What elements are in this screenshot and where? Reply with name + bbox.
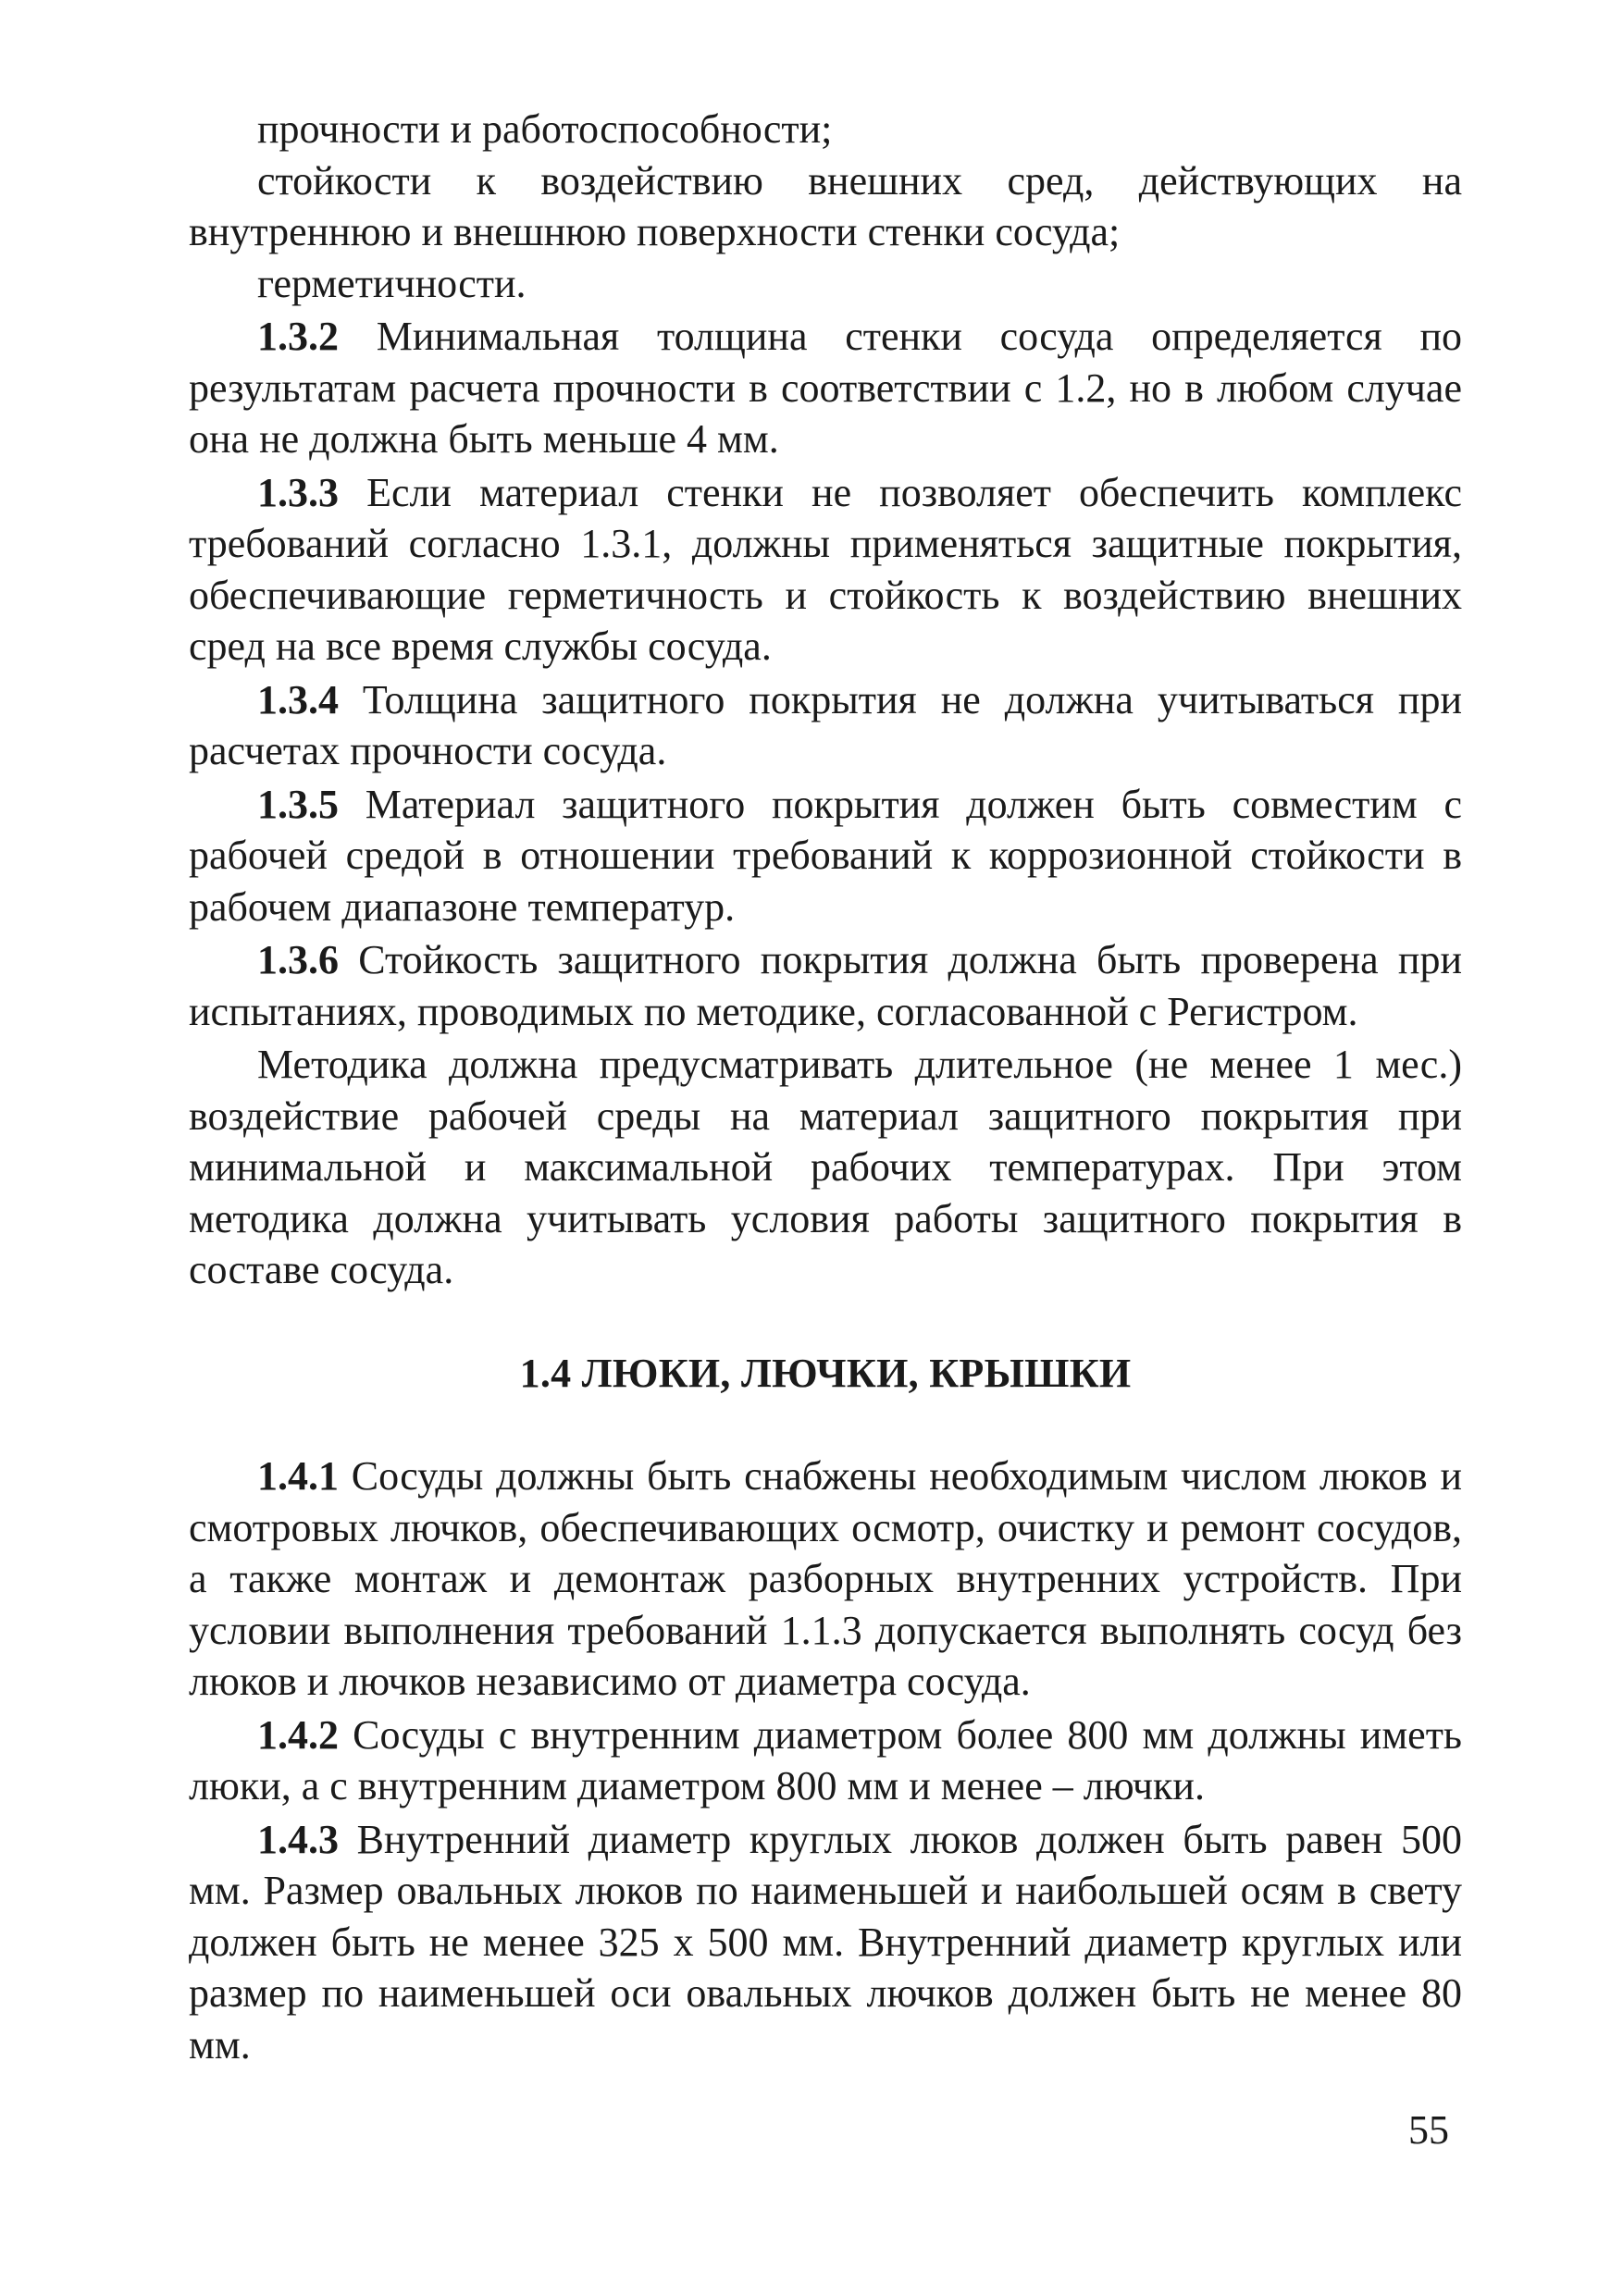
paragraph-text: Материал защитного покрытия должен быть совместим с рабочей средой в отношении требований к коррозионной стойкости в рабочем диапазоне температур. (189, 781, 1462, 930)
clause-number: 1.3.6 (257, 937, 339, 982)
paragraph-text: Сосуды должны быть снабжены необходимым числом люков и смотровых лючков, обеспечивающих осмотр, очистку и ремонт сосудов, а также монтаж и демонтаж разборных внутренних устройств. При условии выполнения требований 1.1.3 допускается выполнять сосуд без люков и лючков независимо от диаметра сосуда. (189, 1453, 1462, 1704)
clause-number: 1.4.2 (257, 1711, 339, 1758)
clause-number: 1.4.3 (257, 1816, 339, 1862)
paragraph-text: прочности и работоспособности; (257, 106, 833, 152)
section-heading: 1.4 ЛЮКИ, ЛЮЧКИ, КРЫШКИ (519, 1350, 1132, 1396)
paragraph-1-3-4 (189, 674, 1462, 777)
paragraph-methodology (189, 1039, 1462, 1296)
paragraph-1-3-2 (189, 311, 1462, 465)
paragraph-1-4-3 (189, 1814, 1462, 2071)
paragraph (189, 104, 1462, 155)
paragraph-text: Внутренний диаметр круглых люков должен быть равен 500 мм. Размер овальных люков по наименьшей и наибольшей осям в свету должен быть не менее 325 х 500 мм. Внутренний диаметр круглых или размер по наименьшей оси овальных лючков должен быть не менее 80 мм. (189, 1816, 1462, 2068)
clause-number: 1.3.4 (257, 676, 339, 722)
paragraph-text: стойкости к воздействию внешних сред, действующих на внутреннюю и внешнюю поверхности стенки сосуда; (189, 157, 1462, 254)
clause-number: 1.3.3 (257, 469, 339, 515)
paragraph (189, 155, 1462, 258)
paragraph (189, 258, 1462, 310)
clause-number: 1.4.1 (257, 1453, 339, 1499)
paragraph-text: Стойкость защитного покрытия должна быть проверена при испытаниях, проводимых по методике, согласованной с Регистром. (189, 937, 1462, 1034)
paragraph-1-3-3 (189, 467, 1462, 673)
paragraph-1-3-6 (189, 934, 1462, 1037)
paragraph-text: Методика должна предусматривать длительное (не менее 1 мес.) воздействие рабочей среды на материал защитного покрытия при минимальной и максимальной рабочих температурах. При этом методика должна учитывать условия работы защитного покрытия в составе сосуда. (189, 1042, 1462, 1292)
paragraph-1-4-2 (189, 1710, 1462, 1812)
paragraph-text: герметичности. (257, 260, 527, 306)
paragraph-1-4-1 (189, 1450, 1462, 1708)
page-number: 55 (1408, 2107, 1449, 2153)
paragraph-text: Сосуды с внутренним диаметром более 800 мм должны иметь люки, а с внутренним диаметром 800 мм и менее – лючки. (189, 1711, 1462, 1808)
paragraph-text: Минимальная толщина стенки сосуда определяется по результатам расчета прочности в соответствии с 1.2, но в любом случае она не должна быть меньше 4 мм. (189, 314, 1462, 462)
paragraph-text: Если материал стенки не позволяет обеспечить комплекс требований согласно 1.3.1, должны применяться защитные покрытия, обеспечивающие герметичность и стойкость к воздействию внешних сред на все время службы сосуда. (189, 469, 1462, 669)
paragraph-text: Толщина защитного покрытия не должна учитываться при расчетах прочности сосуда. (189, 676, 1462, 773)
clause-number: 1.3.2 (257, 314, 339, 359)
paragraph-1-3-5 (189, 779, 1462, 933)
clause-number: 1.3.5 (257, 781, 339, 827)
document-body (189, 104, 1462, 2070)
